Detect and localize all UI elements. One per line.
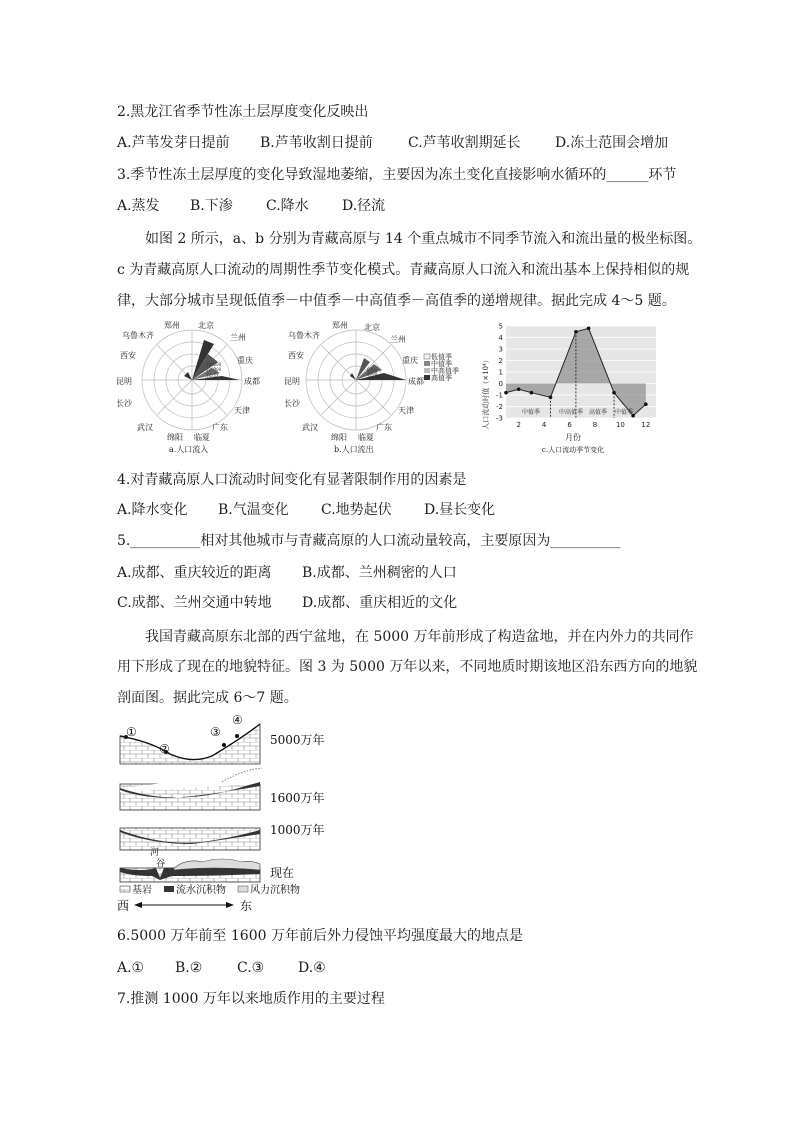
point-1: ① [126,725,137,739]
passage2-line-1: 我国青藏高原东北部的西宁盆地，在 5000 万年前形成了构造盆地，并在内外力的共同作 [145,629,694,645]
chart-c-ytick-8: -3 [496,414,503,423]
chart-c-ytick-5: 0 [498,380,503,388]
chart-c-ytick-7: -2 [496,403,503,411]
chart-c-xtick-1: 4 [541,421,547,429]
city-chongqing-b: 重庆 [402,356,418,365]
caption-b: b.人口流出 [334,445,374,454]
legend-bedrock: 基岩 [132,885,152,896]
legend-mid: 中值季 [431,360,452,368]
seasonal-flow-chart [478,318,663,458]
chart-c-xtick-3: 8 [592,421,598,429]
polar-b-tick-3: 2000 [367,375,378,380]
chart-c-ylabel: 人口流动时值（×10⁴） [482,356,490,430]
chart-c-point-1 [517,387,521,391]
chart-c-point-0 [504,391,508,395]
chart-c-xtick-5: 12 [641,421,651,429]
city-urumqi-a: 乌鲁木齐 [122,331,154,340]
period-5000: 5000万年 [270,733,325,747]
q4-option-b: B.气温变化 [218,502,289,518]
city-linxia-a: 临夏 [194,433,210,442]
point-2: ② [159,742,170,756]
chart-c-point-3 [549,396,553,400]
city-zhengzhou-b: 郑州 [332,321,348,330]
chart-c-ytick-2: 3 [498,345,503,354]
q3-option-c: C.降水 [266,198,309,214]
chart-c-point-8 [644,402,648,406]
q3-option-b: B.下渗 [190,198,233,214]
city-changsha-b: 长沙 [284,399,300,408]
city-changsha-a: 长沙 [116,399,132,408]
period-1600: 1600万年 [270,791,325,805]
q3-option-a: A.蒸发 [117,198,160,214]
season-label-1: 中值季 [522,409,541,416]
city-mianyang-a: 绵阳 [167,433,183,442]
valley-label-1: 河 [150,848,160,858]
chart-c-xtick-0: 2 [516,421,521,429]
polar-chart-inflow [112,318,270,458]
legend-aeolian: 风力沉积物 [250,885,300,896]
valley-label-2: 谷 [156,859,166,869]
profile-1000 [120,828,260,850]
q4-option-a: A.降水变化 [117,502,188,518]
chart-c-point-4 [574,330,578,334]
legend-midhigh: 中高值季 [431,367,459,375]
point-3: ③ [210,725,221,739]
city-zhengzhou-a: 郑州 [164,321,180,330]
chart-c-ytick-4: 1 [498,368,503,377]
legend-high: 高值季 [431,374,452,382]
profile-diagram [112,710,352,915]
west-label: 西 [117,899,130,913]
passage2-line-3: 剖面图。据此完成 6～7 题。 [117,690,298,706]
q5-option-c: C.成都、兰州交通中转地 [117,595,272,611]
direction-arrow [117,899,252,913]
city-mianyang-b: 绵阳 [331,433,347,442]
city-kunming-b: 昆明 [284,377,300,386]
city-xian-a: 西安 [120,351,136,360]
profile-legend [120,883,300,896]
season-legend [424,352,459,382]
q2-option-d: D.冻土范围会增加 [555,135,669,151]
q2-option-c: C.芦苇收割期延长 [408,135,521,151]
city-xian-b: 西安 [288,351,304,360]
chart-c-point-6 [612,391,616,395]
q2-option-a: A.芦苇发芽日提前 [117,135,230,151]
chart-c-point-2 [530,391,534,395]
chart-c-xlabel: 月份 [565,433,581,442]
city-tianjin-a: 天津 [234,406,250,415]
polar-b-tick-2: 4000 [367,371,378,376]
q6-option-b: B.② [175,960,203,976]
city-linxia-b: 临夏 [358,433,374,442]
city-guangdong-a: 广东 [212,423,228,432]
season-label-2: 中高值季 [559,409,584,416]
east-label: 东 [240,899,253,913]
city-chengdu-b: 成都 [408,377,424,386]
city-urumqi-b: 乌鲁木齐 [288,331,320,340]
q2-stem: 2.黑龙江省季节性冻土层厚度变化反映出 [117,104,369,120]
city-guangdong-b: 广东 [376,423,392,432]
profile-5000 [120,713,260,764]
polar-b-tick-1: 6000 [367,367,378,372]
polar-a-tick-2: 100000 [206,367,222,372]
city-lanzhou-a: 兰州 [230,333,246,342]
caption-a: a.人口流入 [169,445,209,454]
city-wuhan-b: 武汉 [302,423,318,432]
q5-option-b: B.成都、兰州稠密的人口 [302,565,457,581]
city-tianjin-b: 天津 [398,406,414,415]
q3-option-d: D.径流 [342,198,386,214]
city-lanzhou-b: 兰州 [390,335,406,344]
chart-c-ytick-6: -1 [496,391,503,400]
city-beijing-a: 北京 [198,321,214,330]
q3-stem: 3.季节性冻土层厚度的变化导致湿地萎缩，主要因为冻土变化直接影响水循环的______环节 [117,167,677,183]
chart-c-ytick-0: 5 [498,322,503,331]
q4-stem: 4.对青藏高原人口流动时间变化有显著限制作用的因素是 [117,472,467,488]
q5-stem: 5.__________相对其他城市与青藏高原的人口流动量较高，主要原因为__________ [117,533,621,549]
profile-1600 [120,768,262,810]
chart-c-xtick-4: 10 [615,421,625,429]
polar-a-tick-4: 20000 [206,375,219,380]
q5-option-d: D.成都、重庆相近的文化 [302,595,458,611]
season-label-3: 高值季 [589,409,608,416]
q5-option-a: A.成都、重庆较近的距离 [117,565,272,581]
passage1-line-1: 如图 2 所示，a、b 分别为青藏高原与 14 个重点城市不同季节流入和流出量的极坐标图。 [145,231,702,247]
q2-option-b: B.芦苇收割日提前 [260,135,373,151]
q4-option-c: C.地势起伏 [321,502,392,518]
q6-option-a: A.① [117,960,145,976]
passage2-line-2: 用下形成了现在的地貌特征。图 3 为 5000 万年以来，不同地质时期该地区沿东西方向的地貌 [117,659,698,675]
q6-option-c: C.③ [237,960,265,976]
chart-c-ytick-3: 2 [498,357,503,365]
q6-option-d: D.④ [298,960,326,976]
city-wuhan-a: 武汉 [137,423,153,432]
q6-stem: 6.5000 万年前至 1600 万年前后外力侵蚀平均强度最大的地点是 [117,928,523,944]
polar-a-tick-3: 60000 [206,371,219,376]
legend-low: 低值季 [431,353,452,361]
chart-c-xtick-2: 6 [567,421,572,429]
profile-present [120,847,260,882]
polar-chart-outflow [284,318,459,458]
polar-a-tick-1: 140000 [206,362,222,367]
q4-option-d: D.昼长变化 [424,502,496,518]
city-chengdu-a: 成都 [244,377,260,386]
period-1000: 1000万年 [270,823,325,837]
chart-c-ytick-1: 4 [498,334,503,342]
point-4: ④ [232,713,243,727]
season-label-4: 中值季 [615,409,634,416]
passage1-line-3: 律，大部分城市呈现低值季－中值季－中高值季－高值季的递增规律。据此完成 4～5 题。 [117,293,676,309]
q7-stem: 7.推测 1000 万年以来地质作用的主要过程 [117,991,385,1007]
legend-fluvial: 流水沉积物 [176,885,226,896]
chart-c-point-5 [587,327,591,331]
period-present: 现在 [270,866,295,880]
caption-c: c.人口流动季节变化 [541,446,605,454]
city-beijing-b: 北京 [364,323,380,332]
city-kunming-a: 昆明 [116,377,132,386]
city-chongqing-a: 重庆 [237,356,253,365]
passage1-line-2: c 为青藏高原人口流动的周期性季节变化模式。青藏高原人口流入和流出基本上保持相似的规 [117,262,690,278]
